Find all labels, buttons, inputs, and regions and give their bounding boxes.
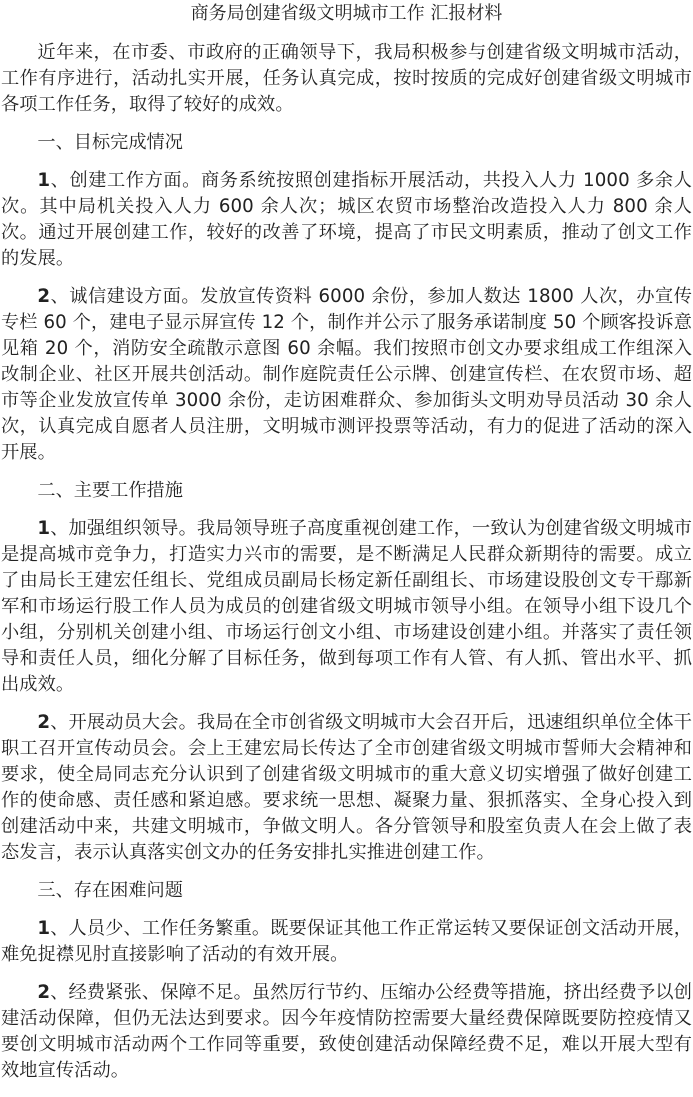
- section-heading-2: 二、主要工作措施: [37, 480, 183, 501]
- item-text: 、开展动员大会。我局在全市创省级文明城市大会召开后，迅速组织单位全体干职工召开宣传动员会。会上王建宏局长传达了全市创建省级文明城市誓师大会精神和要求，使全局同志充分认识到了创建省级文明城市的重大意义切实增强了做好创建工作的使命感、责任感和紧迫感。要求统一思想、凝聚力量、狠抓落实、全身心投入到创建活动中来，共建文明城市，争做文明人。各分管领导和股室负责人在会上做了表态发言，表示认真落实创文办的任务安排扎实推进创建工作。: [1, 712, 692, 863]
- item-text: 、经费紧张、保障不足。虽然厉行节约、压缩办公经费等措施，挤出经费予以创建活动保障，但仍无法达到要求。因今年疫情防控需要大量经费保障既要防控疫情又要创文明城市活动两个工作同等重要，致使创建活动保障经费不足，难以开展大型有效地宣传活动。: [1, 982, 692, 1081]
- section-1-item-1: [0, 168, 693, 272]
- intro-paragraph: 近年来，在市委、市政府的正确领导下，我局积极参与创建省级文明城市活动，工作有序进行，活动扎实开展，任务认真完成，按时按质的完成好创建省级文明城市各项工作任务，取得了较好的成效。: [1, 42, 692, 115]
- section-heading-3: 三、存在困难问题: [37, 880, 183, 901]
- section-heading-1: 一、目标完成情况: [37, 132, 183, 153]
- section-3-item-1: [0, 916, 693, 968]
- section-2-item-1: [0, 516, 693, 698]
- item-number: 2: [37, 982, 51, 1003]
- item-number: 1: [37, 518, 51, 539]
- item-text: 、诚信建设方面。发放宣传资料 6000 余份，参加人数达 1800 人次，办宣传专栏 60 个，建电子显示屏宣传 12 个，制作并公示了服务承诺制度 50 个顾客投诉意见箱 20 个，消防安全疏散示意图 60 余幅。我们按照市创文办要求组成工作组深入改制企业、社区开展共创活动。制作庭院责任公示牌、创建宣传栏、在农贸市场、超市等企业发放宣传单 3000 余份，走访困难群众、参加街头文明劝导员活动 30 余人次，认真完成自愿者人员注册，文明城市测评投票等活动，有力的促进了活动的深入开展。: [1, 286, 692, 463]
- item-number: 2: [37, 712, 51, 733]
- section-3-item-2: [0, 980, 693, 1084]
- item-text: 、创建工作方面。商务系统按照创建指标开展活动，共投入人力 1000 多余人次。其中局机关投入人力 600 余人次；城区农贸市场整治改造投入人力 800 余人次。通过开展创建工作，较好的改善了环境，提高了市民文明素质，推动了创文工作的发展。: [1, 170, 692, 269]
- section-2-item-2: [0, 710, 693, 866]
- item-text: 、加强组织领导。我局领导班子高度重视创建工作，一致认为创建省级文明城市是提高城市竞争力，打造实力兴市的需要，是不断满足人民群众新期待的需要。成立了由局长王建宏任组长、党组成员副局长杨定新任副组长、市场建设股创文专干鄢新军和市场运行股工作人员为成员的创建省级文明城市领导小组。在领导小组下设几个小组，分别机关创建小组、市场运行创文小组、市场建设创建小组。并落实了责任领导和责任人员，细化分解了目标任务，做到每项工作有人管、有人抓、管出水平、抓出成效。: [1, 518, 692, 695]
- section-1-item-2: [0, 284, 693, 466]
- item-number: 2: [37, 286, 51, 307]
- item-number: 1: [37, 170, 51, 191]
- item-number: 1: [37, 918, 51, 939]
- document-title: 商务局创建省级文明城市工作 汇报材料: [190, 3, 503, 24]
- item-text: 、人员少、工作任务繁重。既要保证其他工作正常运转又要保证创文活动开展，难免捉襟见肘直接影响了活动的有效开展。: [1, 918, 692, 965]
